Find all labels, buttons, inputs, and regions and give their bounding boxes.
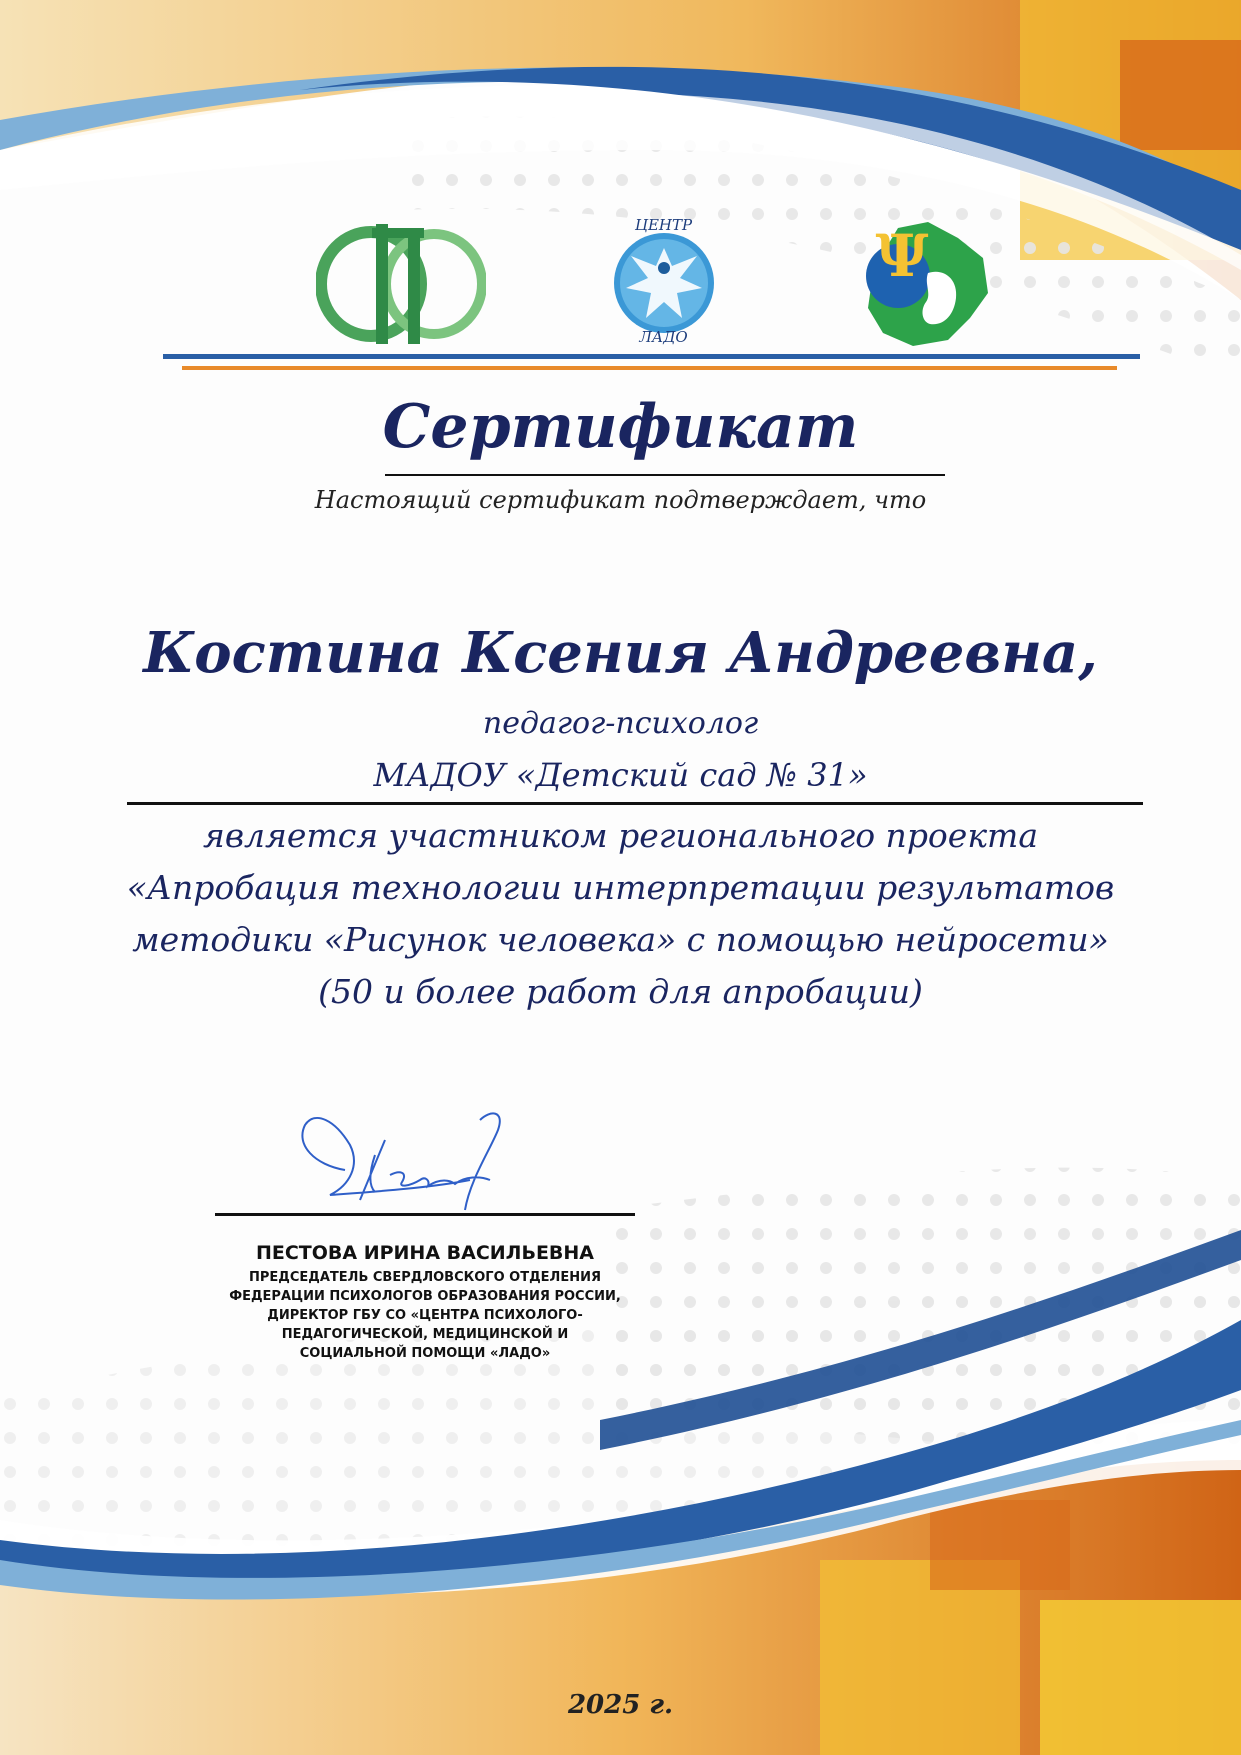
- header-divider-orange: [182, 366, 1117, 370]
- title-underline: [385, 474, 945, 476]
- recipient-org: МАДОУ «Детский сад № 31»: [373, 756, 868, 794]
- signatory-role-line: ПРЕДСЕДАТЕЛЬ СВЕРДЛОВСКОГО ОТДЕЛЕНИЯ: [248, 1270, 601, 1285]
- center-logo-text-top: ЦЕНТР: [634, 216, 693, 234]
- center-logo-text-bottom: ЛАДО: [639, 328, 688, 346]
- body-line: методики «Рисунок человека» с помощью нейросети»: [132, 920, 1109, 959]
- signatory-role-line: СОЦИАЛЬНОЙ ПОМОЩИ «ЛАДО»: [299, 1346, 551, 1361]
- signature-line: [215, 1213, 635, 1216]
- fp-monogram-logo: [316, 222, 486, 347]
- psi-icon: Ψ: [875, 222, 929, 290]
- body-line: «Апробация технологии интерпретации результатов: [126, 868, 1115, 907]
- recipient-position: педагог-психолог: [482, 706, 759, 741]
- certificate-body: [0, 810, 1241, 1018]
- signatory-role-line: ПЕДАГОГИЧЕСКОЙ, МЕДИЦИНСКОЙ И: [281, 1327, 569, 1342]
- signatory-role-line: ФЕДЕРАЦИИ ПСИХОЛОГОВ ОБРАЗОВАНИЯ РОССИИ,: [229, 1289, 621, 1304]
- header-divider-blue: [163, 354, 1140, 359]
- recipient-name: Костина Ксения Андреевна,: [143, 620, 1098, 686]
- signatory-role-line: ДИРЕКТОР ГБУ СО «ЦЕНТРА ПСИХОЛОГО-: [267, 1308, 583, 1323]
- body-line: является участником регионального проекта: [202, 816, 1039, 855]
- certificate-subtitle: Настоящий сертификат подтверждает, что: [314, 486, 927, 514]
- signature-image: [290, 1110, 560, 1220]
- body-line: (50 и более работ для апробации): [318, 972, 923, 1011]
- certificate-year: 2025 г.: [567, 1690, 674, 1720]
- certificate-title: Сертификат: [382, 392, 859, 462]
- signatory-role: [190, 1268, 660, 1363]
- recipient-underline: [127, 802, 1143, 805]
- signatory-name: ПЕСТОВА ИРИНА ВАСИЛЬЕВНА: [255, 1242, 595, 1264]
